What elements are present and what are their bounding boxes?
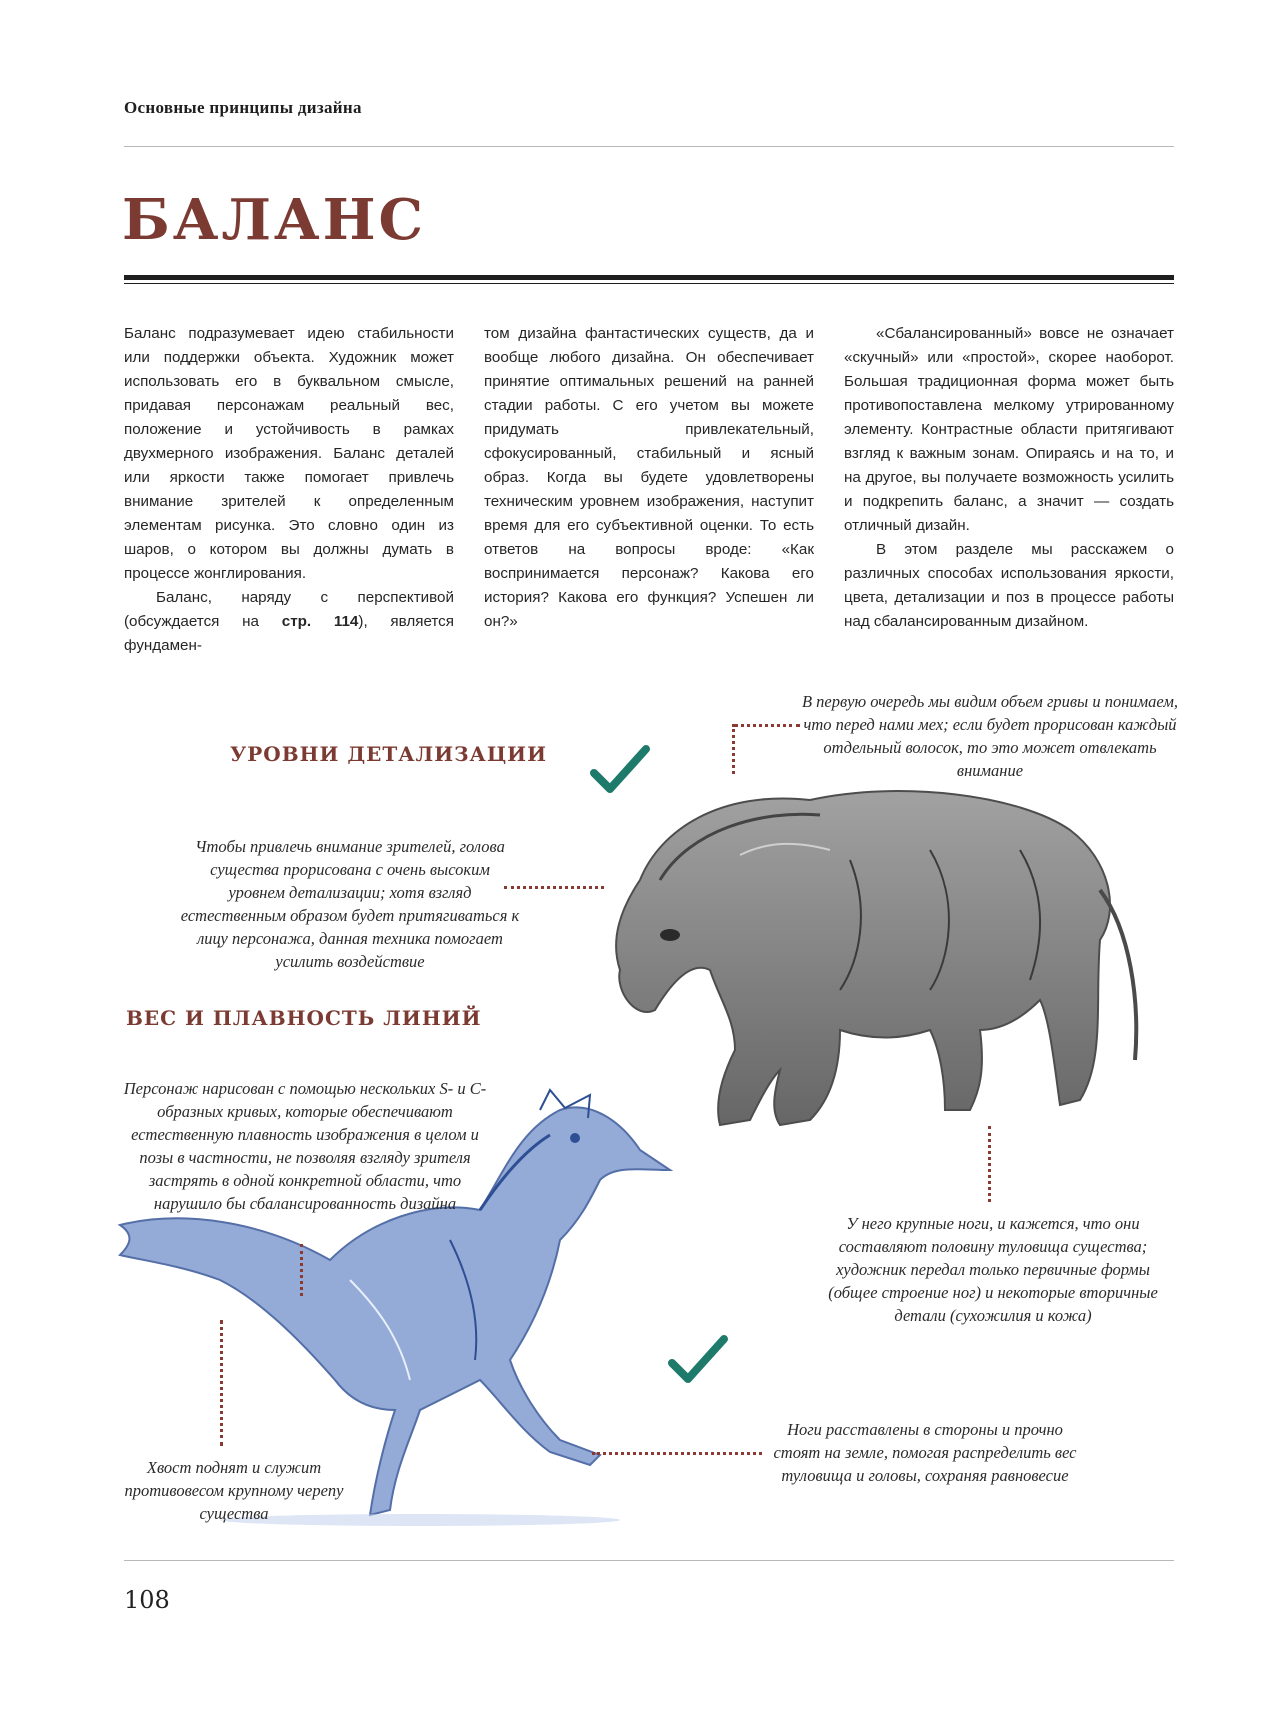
paragraph: том дизайна фантастических существ, да и вообще любого дизайна. Он обеспечивает принятие оптимальных решений на ранней стадии работы. С его учетом вы можете придумать привлекательный, сфокусированный, стабильный и ясный образ. Когда вы будете удовлетворены техническим уровнем изображения, наступит время для его субъективной оценки. То есть ответов на вопросы вроде: «Как воспринимается персонаж? Какова его история? Какова его функция? Успешен ли он?» xyxy=(484,325,814,630)
text-column-3 xyxy=(844,322,1174,634)
leader-line xyxy=(300,1244,303,1296)
text-column-1 xyxy=(124,322,454,658)
leader-line xyxy=(220,1320,223,1446)
section-heading-weight: ВЕС И ПЛАВНОСТЬ ЛИНИЙ xyxy=(126,1006,482,1030)
page-title: БАЛАНС xyxy=(122,187,427,253)
header-divider xyxy=(124,146,1174,147)
caption-curves: Персонаж нарисован с помощью нескольких S- и С-образных кривых, которые обеспечивают естественную плавность изображения в целом и позы в частности, не позволяя взгляду зрителя застрять в одной конкретной области, что нарушило бы сбалансированность дизайна xyxy=(123,1079,487,1213)
caption-tail: Хвост поднят и служит противовесом крупному черепу существа xyxy=(124,1458,344,1523)
paragraph: В этом разделе мы расскажем о различных способах использования яркости, цвета, детализации и поз в процессе работы над сбалансированным дизайном. xyxy=(844,541,1174,630)
leader-line xyxy=(732,724,735,774)
leader-line xyxy=(734,724,800,727)
checkmark-icon xyxy=(668,1335,728,1385)
title-rule xyxy=(124,275,1174,280)
text-run: Баланс, наряду с перспективой (обсуждается на xyxy=(124,589,454,630)
running-header: Основные принципы дизайна xyxy=(124,98,362,117)
caption-legs: У него крупные ноги, и кажется, что они составляют половину туловища существа; художник передал только первичные формы (общее строение ног) и некоторые вторичные детали (сухожилия и кожа) xyxy=(828,1214,1158,1325)
caption-stance: Ноги расставлены в стороны и прочно стоят на земле, помогая распределить вес туловища и головы, сохраняя равновесие xyxy=(773,1420,1077,1485)
paragraph xyxy=(124,586,454,658)
paragraph: «Сбалансированный» вовсе не означает «скучный» или «простой», скорее наоборот. Большая традиционная форма может быть противопоставлена мелкому утрированному элементу. Контрастные области притягивают взгляд к важным зонам. Опираясь и на то, и на другое, вы получаете возможность усилить и подкрепить баланс, а значит — создать отличный дизайн. xyxy=(844,325,1174,534)
section-heading-detail: УРОВНИ ДЕТАЛИЗАЦИИ xyxy=(230,742,547,766)
paragraph: Баланс подразумевает идею стабильности или поддержки объекта. Художник может использовать его в буквальном смысле, придавая персонажам реальный вес, положение и устойчивость в рамках двухмерного изображения. Баланс деталей или яркости также помогает привлечь внимание зрителей к определенным элементам рисунка. Это словно один из шаров, о котором вы должны думать в процессе жонглирования. xyxy=(124,325,454,582)
caption-head: Чтобы привлечь внимание зрителей, голова существа прорисована с очень высоким уровнем детализации; хотя взгляд естественным образом будет притягиваться к лицу персонажа, данная техника помогает усилить воздействие xyxy=(180,837,520,971)
page-reference: стр. 114 xyxy=(281,613,359,630)
title-rule-thin xyxy=(124,283,1174,284)
leader-line xyxy=(504,886,604,889)
gray-creature-sketch xyxy=(600,770,1180,1150)
footer-divider xyxy=(124,1560,1174,1561)
text-run: ), является фундамен- xyxy=(124,613,454,654)
leader-line xyxy=(592,1452,762,1455)
checkmark-icon xyxy=(590,745,650,795)
page-number: 108 xyxy=(124,1586,170,1614)
leader-line xyxy=(988,1126,991,1202)
text-column-2 xyxy=(484,322,814,634)
caption-mane: В первую очередь мы видим объем гривы и понимаем, что перед нами мех; если будет прорисован каждый отдельный волосок, то это может отвлекать внимание xyxy=(801,692,1179,780)
